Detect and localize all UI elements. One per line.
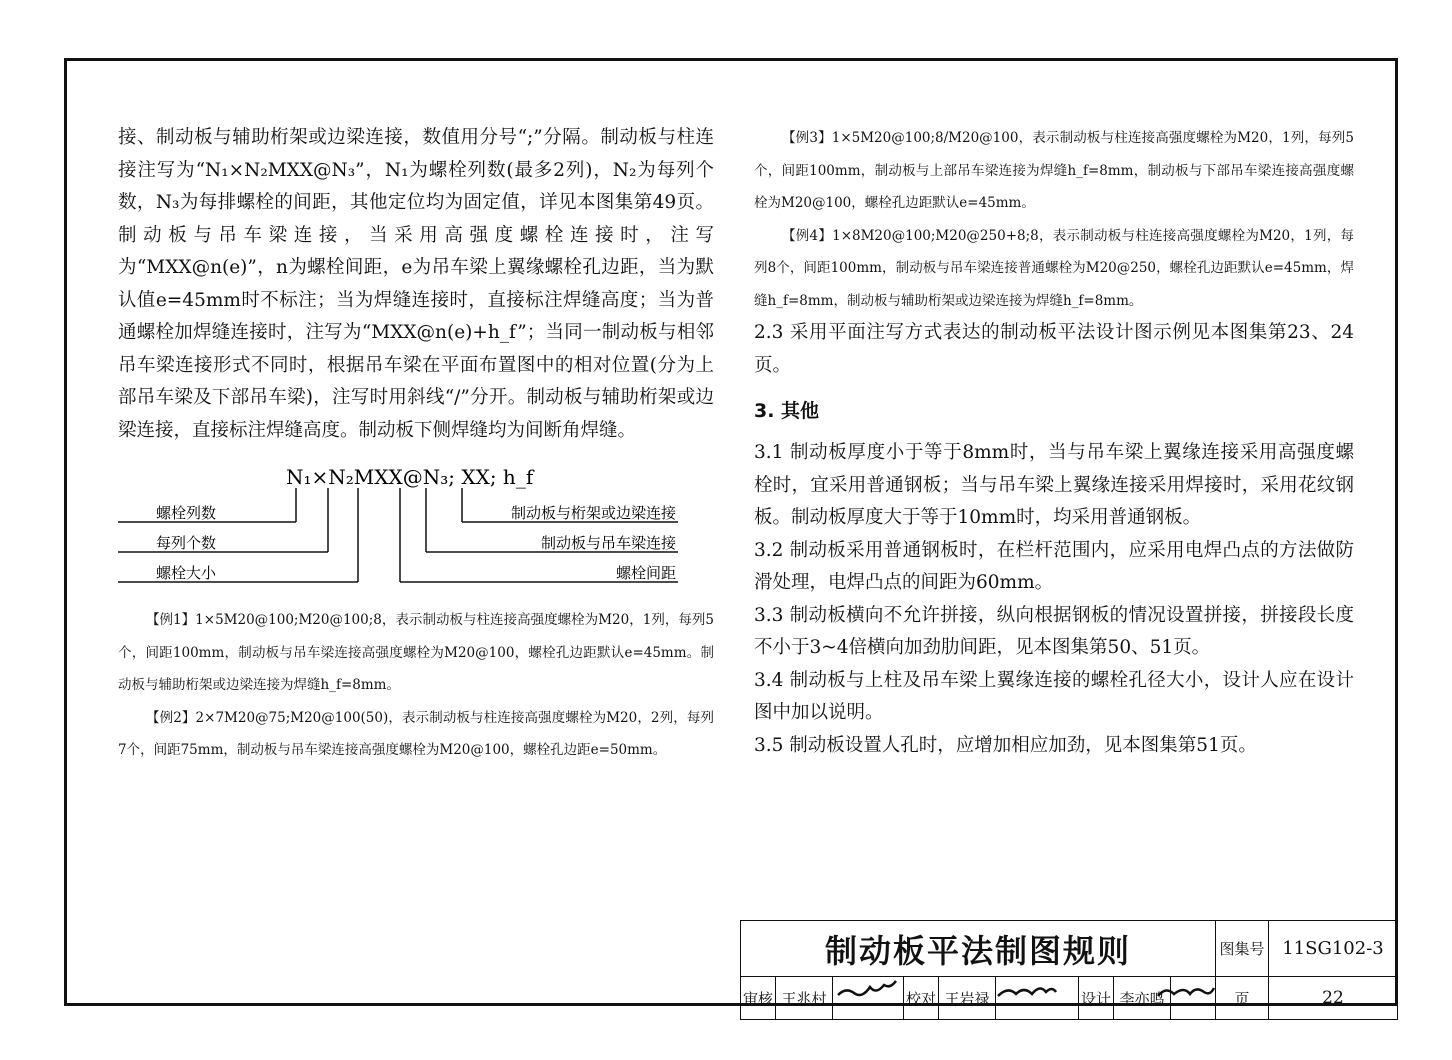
check-name: 王岩禄 [939,977,996,1020]
section-2-3: 2.3 采用平面注写方式表达的制动板平法设计图示例见本图集第23、24页。 [754,322,1354,376]
section-3-3: 3.3 制动板横向不允许拼接，纵向根据钢板的情况设置拼接，拼接段长度不小于3~4倍横向加劲肋间距，见本图集第50、51页。 [754,604,1354,658]
check-label: 校对 [904,977,939,1020]
review-name: 王兆村 [776,977,833,1020]
title-block [740,920,1398,1006]
notation-diagram [118,460,718,600]
section-3-2: 3.2 制动板采用普通钢板时，在栏杆范围内，应采用电焊凸点的方法做防滑处理，电焊凸点的间距为60mm。 [754,539,1354,593]
diagram-labels [156,504,676,582]
label-bolt-size: 螺栓大小 [156,564,217,582]
section-3-5: 3.5 制动板设置人孔时，应增加相应加劲，见本图集第51页。 [754,734,1257,756]
review-label: 审核 [741,977,776,1020]
design-name: 李亦鸣 [1114,977,1171,1020]
label-crane-beam-connection: 制动板与吊车梁连接 [540,534,676,552]
left-examples [118,604,714,767]
example-2: 【例2】2×7M20@75;M20@100(50)，表示制动板与柱连接高强度螺栓为M20，2列，每列7个，间距75mm，制动板与吊车梁连接高强度螺栓为M20@100，螺栓孔边距e=50mm。 [118,709,714,758]
example-3: 【例3】1×5M20@100;8/M20@100，表示制动板与柱连接高强度螺栓为M20，1列，每列5个，间距100mm，制动板与上部吊车梁连接为焊缝h_f=8mm，制动板与下部吊车梁连接高强度螺栓为M20@100，螺栓孔边距默认e=45mm。 [754,130,1354,211]
label-bolt-spacing: 螺栓间距 [615,564,676,582]
check-signature [996,977,1079,1020]
page-label: 页 [1216,977,1269,1020]
notation-diagram-svg [118,460,718,600]
section-3-4: 3.4 制动板与上柱及吊车梁上翼缘连接的螺栓孔径大小，设计人应在设计图中加以说明。 [754,669,1354,723]
label-bolt-columns: 螺栓列数 [156,504,217,522]
page-number: 22 [1269,977,1398,1020]
atlas-number-label: 图集号 [1216,921,1269,977]
section-3-1: 3.1 制动板厚度小于等于8mm时，当与吊车梁上翼缘连接采用高强度螺栓时，宜采用普通钢板；当与吊车梁上翼缘连接采用焊接时，采用花纹钢板。制动板厚度大于等于10mm时，均采用普通钢板。 [754,442,1354,528]
example-4: 【例4】1×8M20@100;M20@250+8;8，表示制动板与柱连接高强度螺栓为M20，1列，每列8个，间距100mm，制动板与吊车梁连接普通螺栓为M20@250，螺栓孔边距默认e=45mm，焊缝h_f=8mm，制动板与辅助桁架或边梁连接为焊缝h_f=8mm。 [754,227,1354,309]
label-bolts-per-column: 每列个数 [156,534,217,552]
label-truss-connection: 制动板与桁架或边梁连接 [510,504,676,522]
atlas-number: 11SG102-3 [1269,921,1398,977]
drawing-title: 制动板平法制图规则 [741,921,1216,977]
design-label: 设计 [1079,977,1114,1020]
left-column [118,122,714,447]
section-3-heading: 3. 其他 [754,400,820,422]
review-signature [833,977,904,1020]
notation-formula: N₁×N₂MXX@N₃; XX; h_f [286,465,534,489]
design-signature [1171,977,1216,1020]
left-paragraph: 接、制动板与辅助桁架或边梁连接，数值用分号“;”分隔。制动板与柱连接注写为“N₁×N₂MXX@N₃”，N₁为螺栓列数(最多2列)，N₂为每列个数，N₃为每排螺栓的间距，其他定位均为固定值，详见本图集第49页。制动板与吊车梁连接，当采用高强度螺栓连接时，注写为“MXX@n(e)”，n为螺栓间距，e为吊车梁上翼缘螺栓孔边距，当为默认值e=45mm时不标注；当为焊缝连接时，直接标注焊缝高度；当为普通螺栓加焊缝连接时，注写为“MXX@n(e)+h_f”；当同一制动板与相邻吊车梁连接形式不同时，根据吊车梁在平面布置图中的相对位置(分为上部吊车梁及下部吊车梁)，注写时用斜线“/”分开。制动板与辅助桁架或边梁连接，直接标注焊缝高度。制动板下侧焊缝均为间断角焊缝。 [118,127,714,441]
right-column [754,122,1354,762]
example-1: 【例1】1×5M20@100;M20@100;8，表示制动板与柱连接高强度螺栓为M20，1列，每列5个，间距100mm，制动板与吊车梁连接高强度螺栓为M20@100，螺栓孔边距默认e=45mm。制动板与辅助桁架或边梁连接为焊缝h_f=8mm。 [118,612,714,693]
